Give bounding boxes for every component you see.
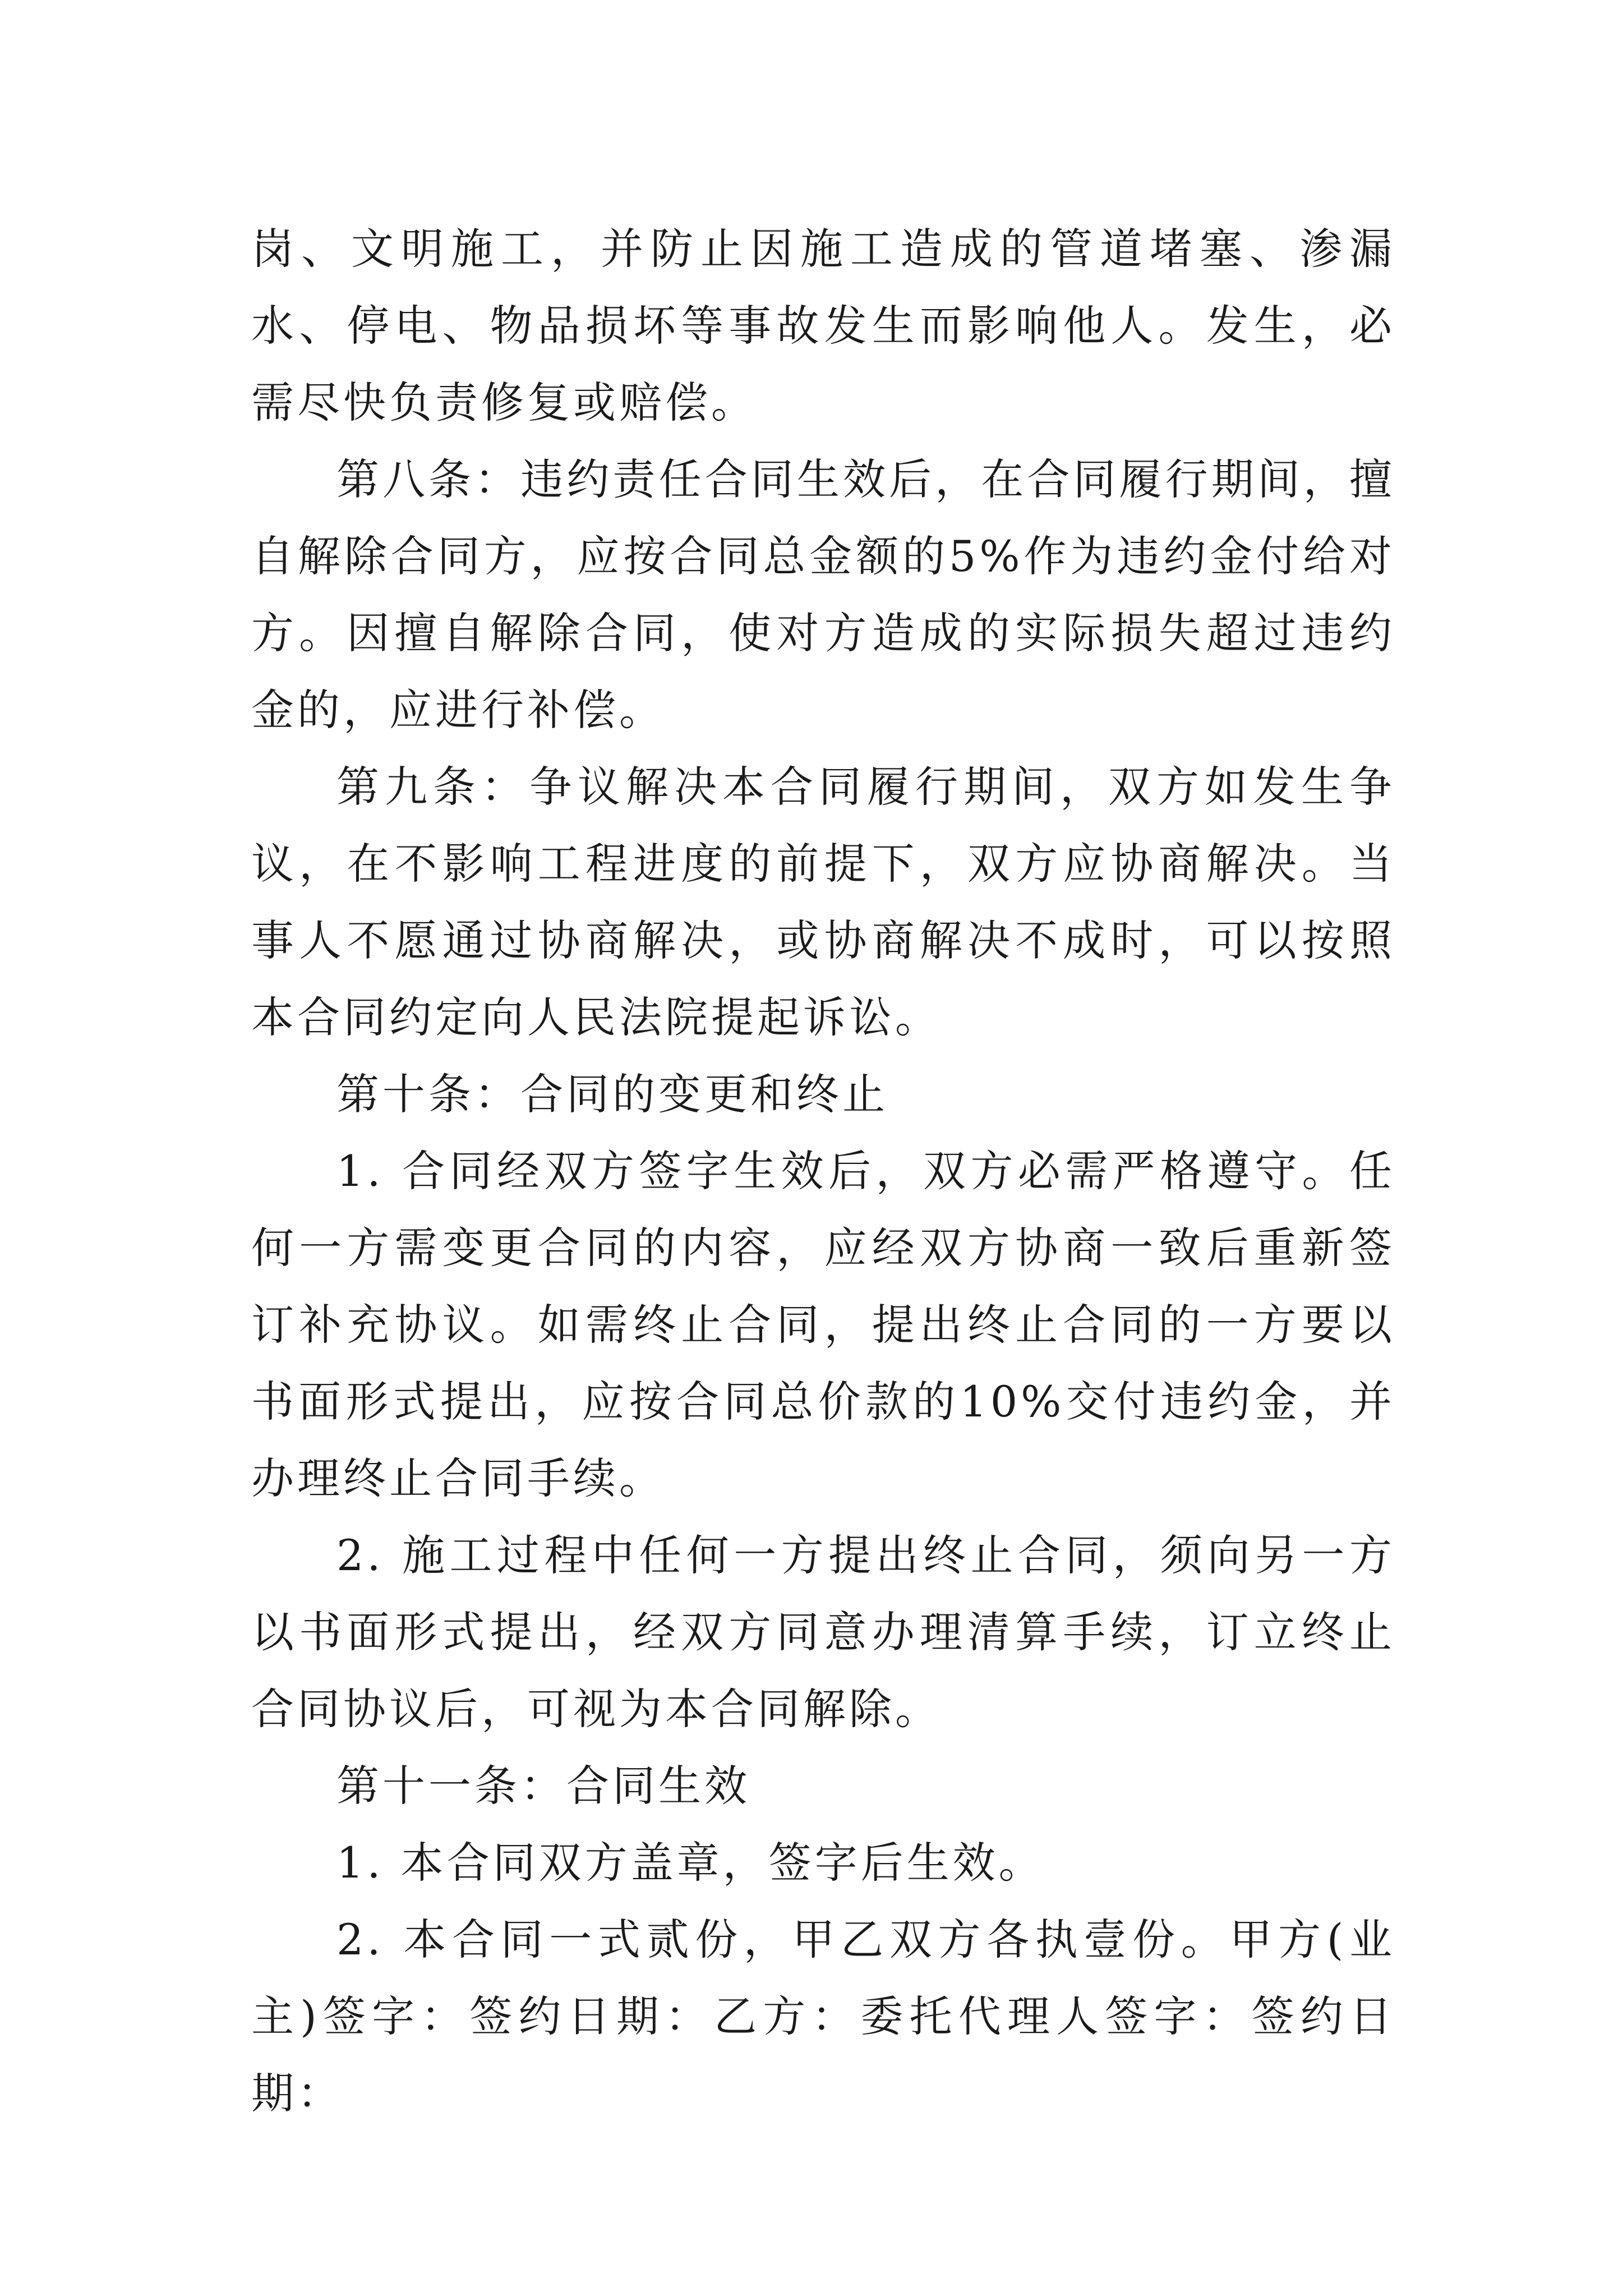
paragraph-continuation: 岗、文明施工，并防止因施工造成的管道堵塞、渗漏水、停电、物品损坏等事故发生而影响他人。发生，必需尽快负责修复或赔偿。 [251, 224, 1395, 427]
paragraph-article-8: 第八条：违约责任合同生效后，在合同履行期间，擅自解除合同方，应按合同总金额的5%作为违约金付给对方。因擅自解除合同，使对方造成的实际损失超过违约金的，应进行补偿。 [251, 454, 1395, 735]
heading-article-10: 第十条：合同的变更和终止 [336, 1069, 888, 1119]
paragraph-article-10-item-1: 1. 合同经双方签字生效后，双方必需严格遵守。任何一方需变更合同的内容，应经双方协商一致后重新签订补充协议。如需终止合同，提出终止合同的一方要以书面形式提出，应按合同总价款的10%交付违约金，并办理终止合同手续。 [251, 1146, 1395, 1503]
paragraph-article-10-item-2: 2. 施工过程中任何一方提出终止合同，须向另一方以书面形式提出，经双方同意办理清算手续，订立终止合同协议后，可视为本合同解除。 [251, 1530, 1395, 1734]
paragraph-article-11-item-1: 1. 本合同双方盖章，签字后生效。 [336, 1838, 1045, 1888]
paragraph-article-9: 第九条：争议解决本合同履行期间，双方如发生争议，在不影响工程进度的前提下，双方应协商解决。当事人不愿通过协商解决，或协商解决不成时，可以按照本合同约定向人民法院提起诉讼。 [251, 762, 1395, 1042]
heading-article-11: 第十一条：合同生效 [336, 1761, 750, 1811]
document-body [251, 210, 1395, 2132]
paragraph-article-11-item-2: 2. 本合同一式贰份，甲乙双方各执壹份。甲方(业主)签字：签约日期：乙方：委托代理人签字：签约日期： [251, 1915, 1395, 2118]
